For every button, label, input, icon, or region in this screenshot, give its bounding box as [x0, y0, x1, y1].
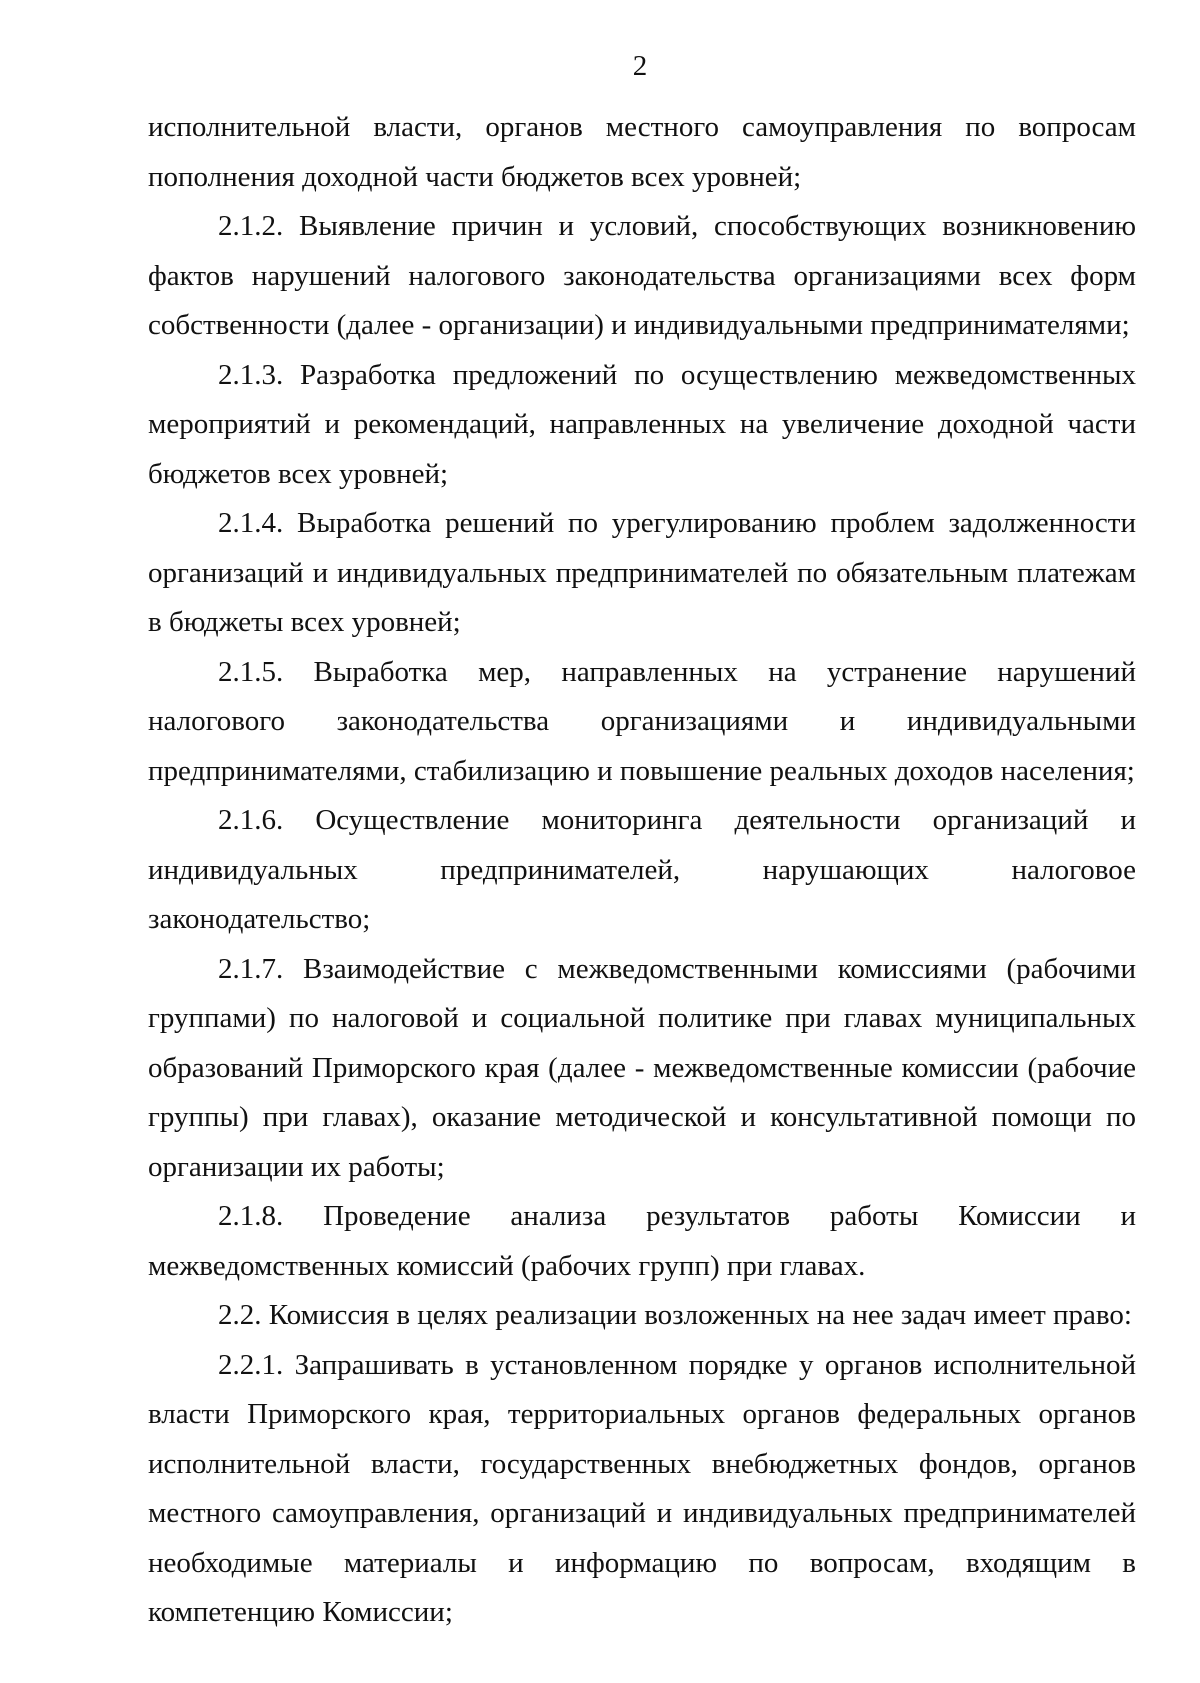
paragraph-2-1-8: 2.1.8. Проведение анализа результатов работы Комиссии и межведомственных комиссий (рабочих групп) при главах. [148, 1200, 1136, 1282]
page-number: 2 [632, 50, 648, 82]
document-body [148, 103, 1136, 1638]
paragraph-2-1-3: 2.1.3. Разработка предложений по осуществлению межведомственных мероприятий и рекомендаций, направленных на увеличение доходной части бюджетов всех уровней; [148, 358, 1136, 490]
paragraph-2-1-6: 2.1.6. Осуществление мониторинга деятельности организаций и индивидуальных предпринимателей, нарушающих налоговое законодательство; [148, 804, 1136, 935]
paragraph-2-1-5: 2.1.5. Выработка мер, направленных на устранение нарушений налогового законодательства организациями и индивидуальными предпринимателями, стабилизацию и повышение реальных доходов населения; [148, 655, 1136, 787]
paragraph-continuation: исполнительной власти, органов местного самоуправления по вопросам пополнения доходной части бюджетов всех уровней; [148, 111, 1136, 193]
paragraph-2-1-2: 2.1.2. Выявление причин и условий, способствующих возникновению фактов нарушений налогового законодательства организациями всех форм собственности (далее - организации) и индивидуальными предпринимателями; [148, 210, 1136, 341]
paragraph-2-1-4: 2.1.4. Выработка решений по урегулированию проблем задолженности организаций и индивидуальных предпринимателей по обязательным платежам в бюджеты всех уровней; [148, 507, 1136, 638]
paragraph-2-2: 2.2. Комиссия в целях реализации возложенных на нее задач имеет право: [218, 1299, 1132, 1331]
paragraph-2-2-1: 2.2.1. Запрашивать в установленном порядке у органов исполнительной власти Приморского края, территориальных органов федеральных органов исполнительной власти, государственных внебюджетных фондов, органов местного самоуправления, организаций и индивидуальных предпринимателей необходимые материалы и информацию по вопросам, входящим в компетенцию Комиссии; [148, 1348, 1136, 1628]
paragraph-2-1-7: 2.1.7. Взаимодействие с межведомственными комиссиями (рабочими группами) по налоговой и социальной политике при главах муниципальных образований Приморского края (далее - межведомственные комиссии (рабочие группы) при главах), оказание методической и консультативной помощи по организации их работы; [148, 952, 1136, 1183]
